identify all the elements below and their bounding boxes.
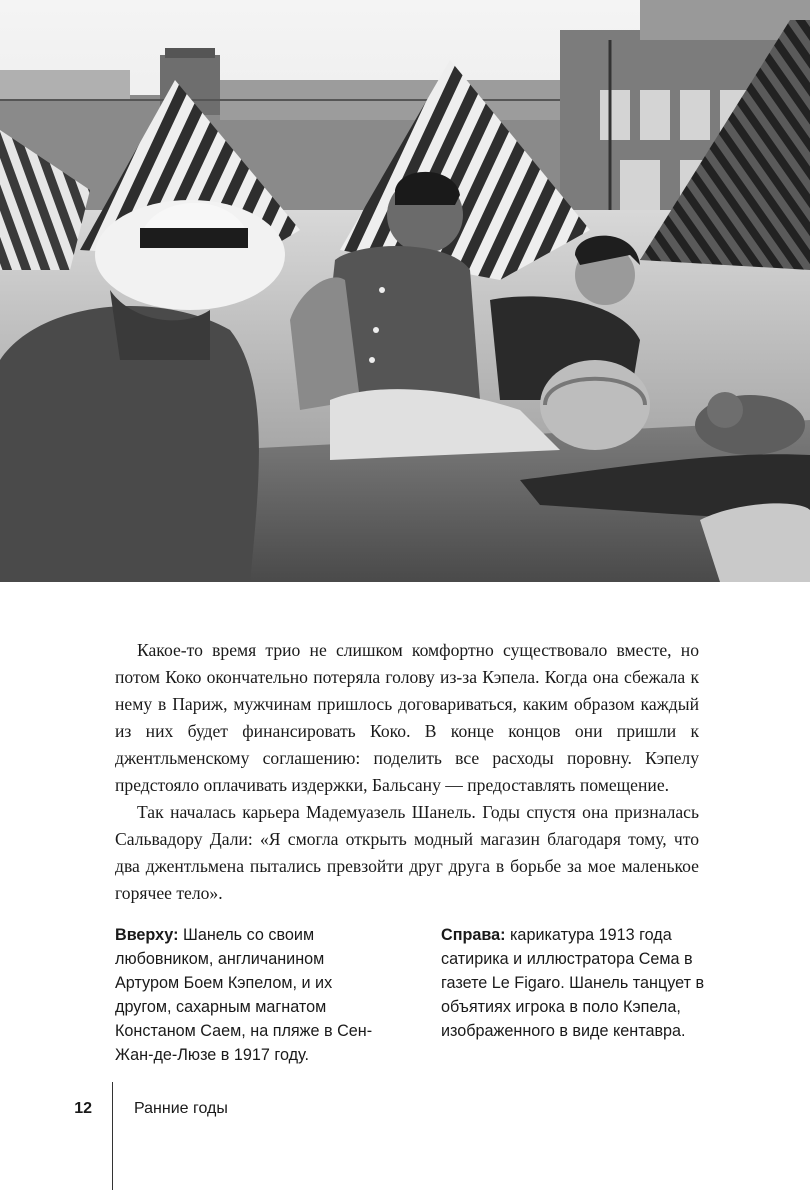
footer-divider [112,1082,113,1190]
beach-photo [0,0,810,582]
paragraph: Какое-то время трио не слишком комфортно существовало вместе, но потом Коко окончательно потеряла голову из-за Кэпела. Когда она сбежала к нему в Париж, мужчинам пришлось договариваться, каким образом каждый из них будет финансировать Коко. В конце концов они пришли к джентльменскому соглашению: поделить все расходы поровну. Кэпелу предстояло оплачивать издержки, Бальсану — предоставлять помещение. [115,640,699,795]
page-number: 12 [74,1100,92,1117]
body-text [115,637,699,907]
caption-label: Вверху: [115,926,179,944]
photo-illustration [0,0,810,582]
caption-top-photo [115,923,387,1067]
caption-text: Шанель со своим любовником, англичанином Артуром Боем Кэпелом, и их другом, сахарным магнатом Констаном Саем, на пляже в Сен-Жан-де-Люзе в 1917 году. [115,926,373,1064]
caption-label: Справа: [441,926,506,944]
caption-right-illustration [441,923,713,1043]
paragraph: Так началась карьера Мадемуазель Шанель. Годы спустя она призналась Сальвадору Дали: «Я смогла открыть модный магазин благодаря тому, что два джентльмена пытались превзойти друг друга в борьбе за мое маленькое горячее тело». [115,802,699,903]
caption-text: карикатура 1913 года сатирика и иллюстратора Сема в газете Le Figaro. Шанель танцует в объятиях игрока в поло Кэпела, изображенного в виде кентавра. [441,926,705,1040]
running-footer-section: Ранние годы [134,1100,228,1117]
